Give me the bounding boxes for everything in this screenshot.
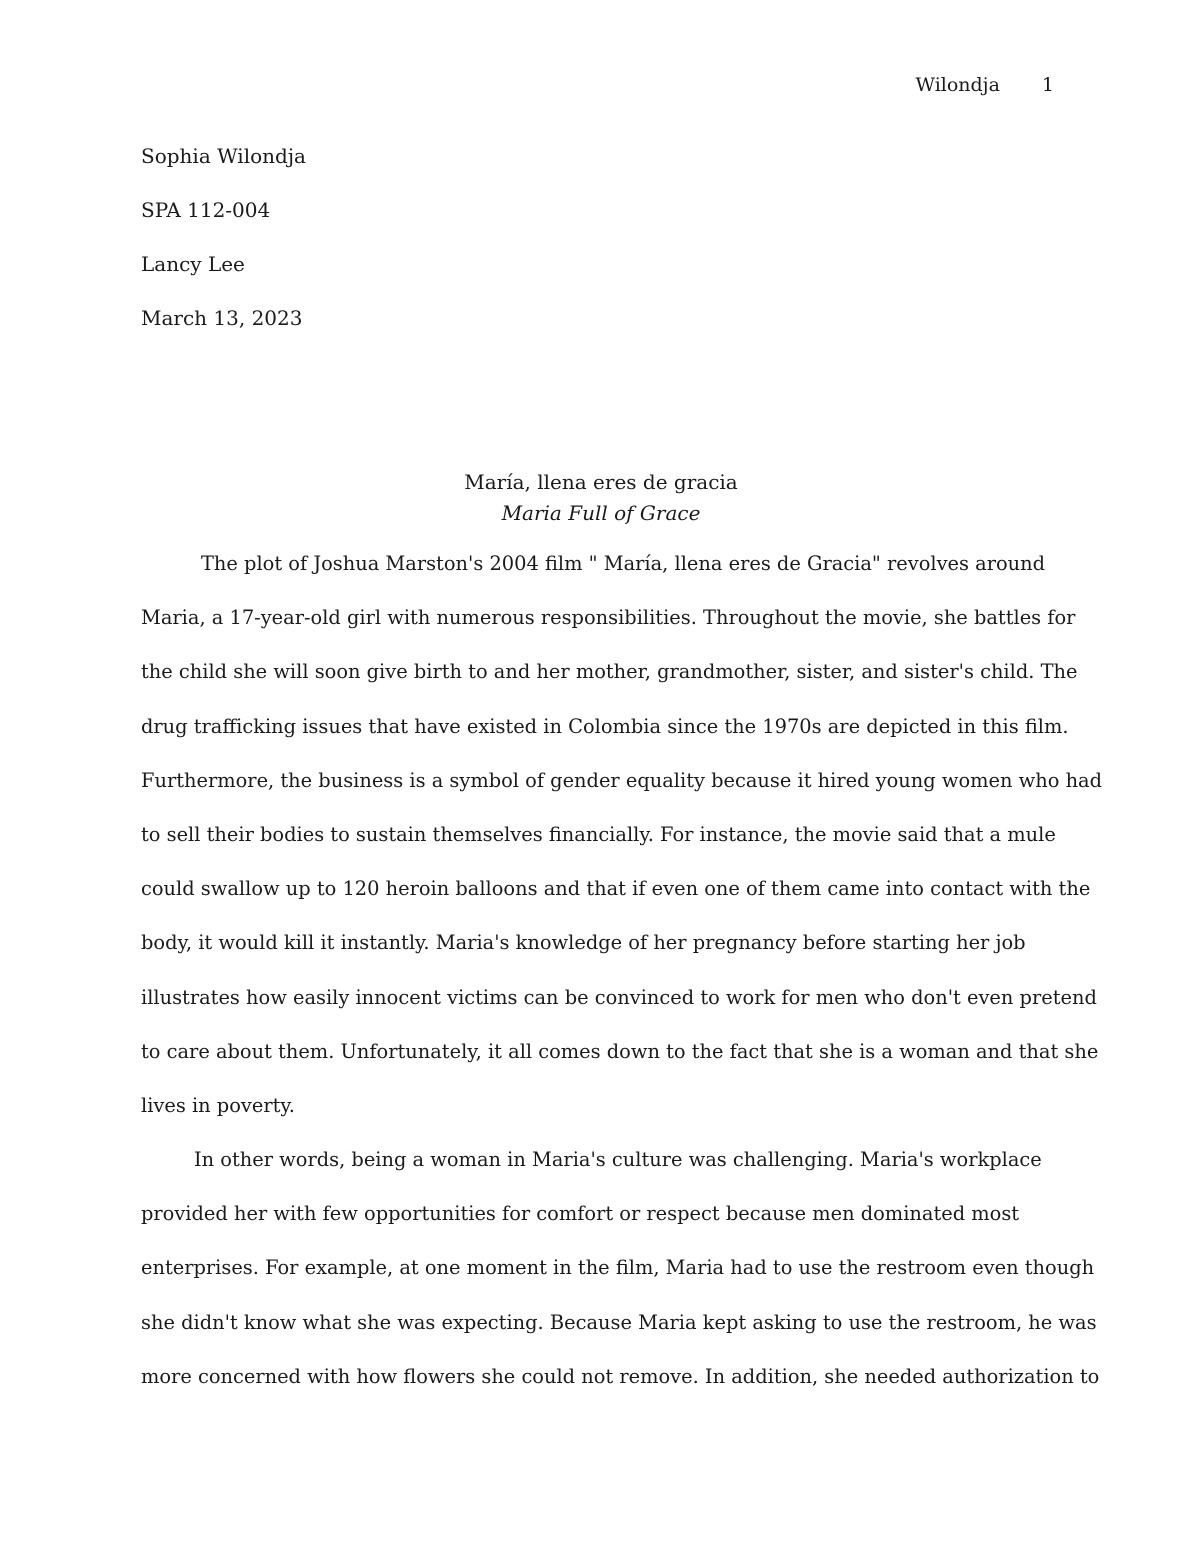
student-name: Sophia Wilondja: [141, 144, 306, 168]
essay-body: [141, 550, 1103, 1417]
paragraph-line: could swallow up to 120 heroin balloons and that if even one of them came into contact with the: [141, 877, 1091, 901]
paragraph-2: [141, 1146, 1100, 1417]
running-head-author: Wilondja: [915, 74, 1000, 96]
paragraph-line: to sell their bodies to sustain themselves financially. For instance, the movie said that a mule: [141, 822, 1056, 846]
submission-date: March 13, 2023: [141, 306, 303, 330]
paragraph-line: In other words, being a woman in Maria's culture was challenging. Maria's workplace: [194, 1148, 1042, 1172]
paragraph-line: The plot of Joshua Marston's 2004 film " María, llena eres de Gracia" revolves around: [201, 552, 1046, 575]
paragraph-line: to care about them. Unfortunately, it all comes down to the fact that she is a woman and that she: [141, 1039, 1099, 1063]
essay-title: [141, 467, 1061, 529]
course-code: SPA 112-004: [141, 198, 271, 222]
mla-heading: [141, 143, 1061, 359]
paragraph-line: enterprises. For example, at one moment in the film, Maria had to use the restroom even though: [141, 1256, 1095, 1280]
paragraph-line: Furthermore, the business is a symbol of gender equality because it hired young women who had: [141, 768, 1103, 792]
paragraph-1: [141, 550, 1103, 1146]
title-main: María, llena eres de gracia: [464, 470, 738, 494]
paragraph-line: provided her with few opportunities for comfort or respect because men dominated most: [141, 1202, 1020, 1226]
paragraph-line: the child she will soon give birth to and her mother, grandmother, sister, and sister's child. The: [141, 660, 1078, 684]
paragraph-line: drug trafficking issues that have existed in Colombia since the 1970s are depicted in this film.: [141, 714, 1069, 738]
paragraph-line: Maria, a 17-year-old girl with numerous responsibilities. Throughout the movie, she battles for: [141, 606, 1076, 630]
paragraph-line: illustrates how easily innocent victims can be convinced to work for men who don't even pretend: [141, 985, 1097, 1009]
paragraph-line: she didn't know what she was expecting. Because Maria kept asking to use the restroom, he was: [141, 1310, 1097, 1334]
title-translation: Maria Full of Grace: [501, 501, 701, 525]
instructor-name: Lancy Lee: [141, 252, 245, 276]
paragraph-line: more concerned with how flowers she could not remove. In addition, she needed authorization to: [141, 1364, 1100, 1388]
paragraph-line: lives in poverty.: [141, 1093, 295, 1117]
paragraph-line: body, it would kill it instantly. Maria's knowledge of her pregnancy before starting her job: [141, 931, 1026, 955]
page-number: 1: [1041, 74, 1054, 96]
running-head: [916, 72, 1055, 98]
